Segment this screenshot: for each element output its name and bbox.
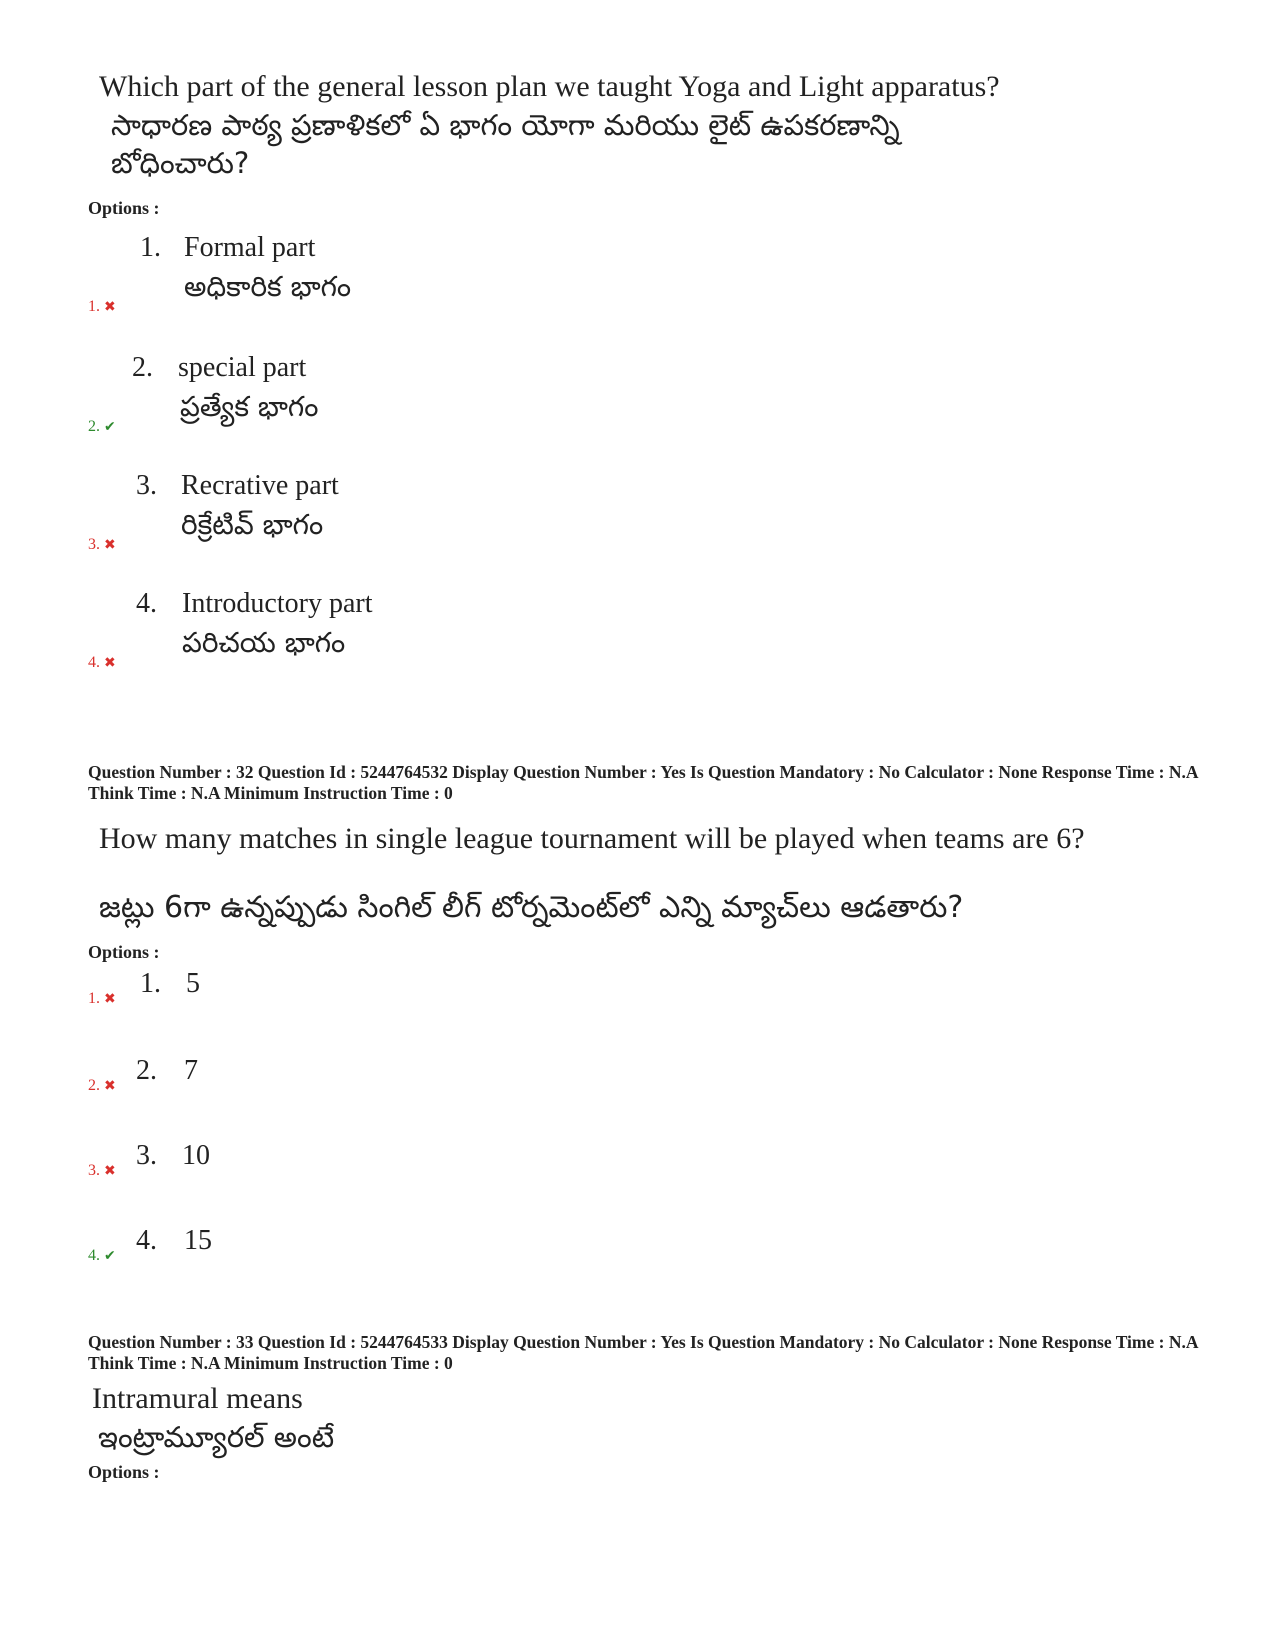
option-english: special part: [178, 352, 307, 383]
question-32-english: How many matches in single league tournament will be played when teams are 6?: [99, 822, 1085, 855]
option-number: 4.: [136, 588, 157, 619]
options-label: Options :: [88, 942, 160, 962]
option-english: 10: [182, 1140, 210, 1171]
question-31-english: Which part of the general lesson plan we taught Yoga and Light apparatus?: [99, 70, 1000, 103]
cross-icon: ✖: [104, 1163, 116, 1179]
option-english: 7: [184, 1055, 198, 1086]
option-3: [0, 466, 700, 576]
cross-icon: ✖: [104, 299, 116, 315]
option-4: [0, 584, 700, 694]
option-marker: 2. ✖: [88, 1077, 116, 1094]
option-english: Introductory part: [182, 588, 373, 619]
check-icon: ✔: [104, 419, 116, 435]
option-marker: 4. ✔: [88, 1247, 116, 1264]
option-marker: 3. ✖: [88, 1162, 116, 1179]
option-4: [0, 1225, 700, 1295]
option-2: [0, 1055, 700, 1125]
option-1: [0, 228, 700, 338]
cross-icon: ✖: [104, 537, 116, 553]
option-number: 3.: [136, 470, 157, 501]
question-31-text: [99, 68, 1000, 182]
question-31-telugu-line2: బోధించారు?: [111, 146, 250, 180]
option-telugu: ప్రత్యేక భాగం: [180, 390, 319, 423]
question-33-english: Intramural means: [92, 1382, 303, 1415]
options-label: Options :: [88, 198, 160, 218]
option-number: 1.: [140, 968, 161, 999]
question-31-telugu-line1: సాధారణ పాఠ్య ప్రణాళికలో ఏ భాగం యోగా మరియు లైట్ ఉపకరణాన్ని: [111, 108, 900, 142]
check-icon: ✔: [104, 1248, 116, 1264]
question-33-meta: Question Number : 33 Question Id : 5244764533 Display Question Number : Yes Is Question Mandatory : No Calculator : None Response Time : N.A Think Time : N.A Minimum Instruction Time : 0: [88, 1332, 1198, 1373]
option-marker: 1. ✖: [88, 990, 116, 1007]
option-number: 3.: [136, 1140, 157, 1171]
option-marker: 3. ✖: [88, 536, 116, 553]
option-1: [0, 968, 700, 1038]
option-number: 1.: [140, 232, 161, 263]
option-marker: 1. ✖: [88, 298, 116, 315]
cross-icon: ✖: [104, 991, 116, 1007]
option-3: [0, 1140, 700, 1210]
option-marker: 4. ✖: [88, 654, 116, 671]
option-english: Formal part: [184, 232, 316, 263]
option-2: [0, 348, 700, 458]
question-33-text: [92, 1380, 334, 1456]
option-telugu: అధికారిక భాగం: [184, 270, 352, 303]
option-english: 15: [184, 1225, 212, 1256]
question-32-meta: Question Number : 32 Question Id : 5244764532 Display Question Number : Yes Is Question Mandatory : No Calculator : None Response Time : N.A Think Time : N.A Minimum Instruction Time : 0: [88, 762, 1198, 803]
option-telugu: రిక్రేటివ్ భాగం: [181, 508, 324, 541]
option-telugu: పరిచయ భాగం: [182, 626, 346, 659]
option-number: 2.: [132, 352, 153, 383]
question-32-telugu: జట్లు 6గా ఉన్నప్పుడు సింగిల్ లీగ్ టోర్నమెంట్‌లో ఎన్ని మ్యాచ్‌లు ఆడతారు?: [99, 890, 964, 925]
cross-icon: ✖: [104, 655, 116, 671]
options-label: Options :: [88, 1462, 160, 1482]
cross-icon: ✖: [104, 1078, 116, 1094]
option-english: 5: [186, 968, 200, 999]
option-number: 4.: [136, 1225, 157, 1256]
question-33-telugu: ఇంట్రామ్యూరల్ అంటే: [98, 1420, 335, 1454]
option-marker: 2. ✔: [88, 418, 116, 435]
option-english: Recrative part: [181, 470, 339, 501]
option-number: 2.: [136, 1055, 157, 1086]
